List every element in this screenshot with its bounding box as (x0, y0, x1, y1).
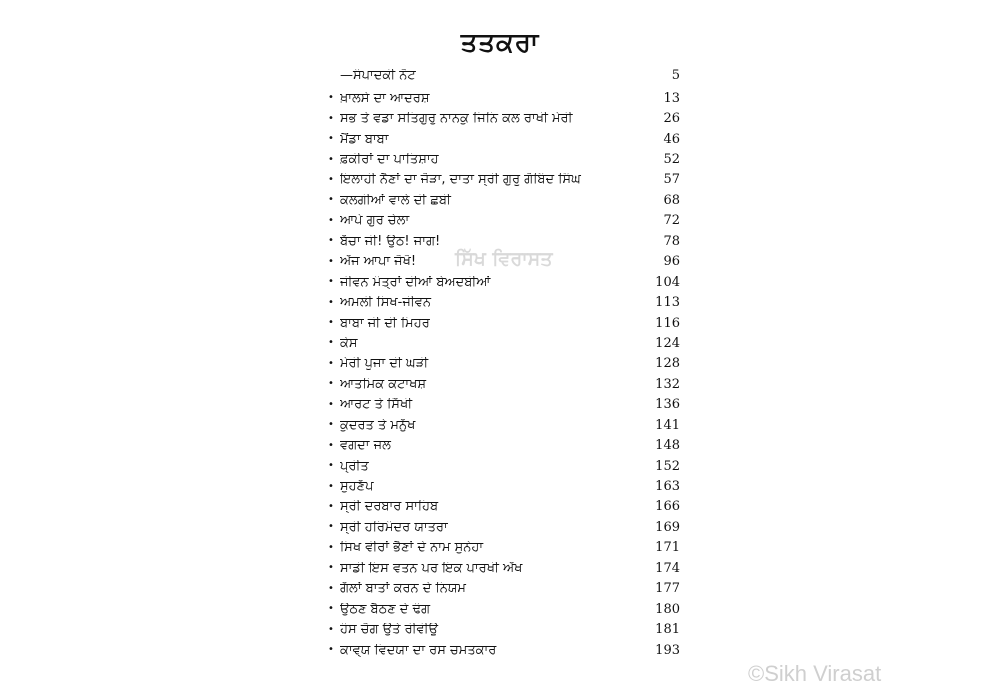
bullet-icon: • (328, 276, 334, 288)
toc-entry (328, 538, 680, 558)
bullet-icon: • (328, 296, 334, 308)
toc-entry-page-number: 163 (655, 479, 680, 495)
toc-entry (328, 435, 680, 455)
toc-entry-page-number: 96 (663, 254, 680, 270)
toc-entry (328, 108, 680, 128)
toc-entry-title: ਸ੍ਰੀ ਹਰਿਮੰਦਰ ਯਾਤਰਾ (340, 520, 448, 534)
toc-entry (328, 415, 680, 435)
toc-entry-page-number: 46 (663, 131, 680, 147)
toc-entry (328, 354, 680, 374)
bullet-icon: • (328, 500, 334, 512)
toc-entry-page-number: 68 (663, 192, 680, 208)
bullet-icon: • (328, 235, 334, 247)
toc-entry-page-number: 174 (655, 560, 680, 576)
toc-entry-page-number: 132 (655, 376, 680, 392)
toc-entry-title: ਫ਼ਕੀਰਾਂ ਦਾ ਪਾਤਿਸ਼ਾਹ (340, 153, 439, 167)
toc-entry-page-number: 141 (655, 417, 680, 433)
copyright-watermark: ©Sikh Virasat (748, 661, 882, 686)
toc-entry-page-number: 78 (663, 233, 680, 249)
toc-entry (328, 619, 680, 639)
toc-entry-title: ਸਿਖ ਵੀਰਾਂ ਭੈਣਾਂ ਦੇ ਨਾਮ ਸੁਨੇਹਾ (340, 541, 484, 555)
toc-entry-title: ਕਾਵ੍ਯ ਵਿਦਯਾ ਦਾ ਰਸ ਚਮਤਕਾਰ (340, 643, 497, 657)
toc-entry (328, 211, 680, 231)
toc-entry-title: ਸੁਹਣੱਪ (340, 480, 374, 494)
toc-entry (328, 374, 680, 394)
toc-entry-title: ਬਾਬਾ ਜੀ ਦੀ ਮਿਹਰ (340, 316, 430, 330)
toc-entry-title: ਆਰਟ ਤੇ ਸਿੱਖੀ (340, 398, 413, 412)
toc-entry-page-number: 128 (655, 356, 680, 372)
toc-entry-page-number: 169 (655, 519, 680, 535)
toc-entry (328, 292, 680, 312)
toc-entry (328, 149, 680, 169)
table-of-contents (328, 62, 680, 660)
toc-entry (328, 190, 680, 210)
bullet-icon: • (328, 255, 334, 267)
toc-entry-page-number: 26 (663, 111, 680, 127)
toc-entry-title: ਕੁਦਰਤ ਤੇ ਮਨੁੱਖ (340, 418, 416, 432)
toc-entry-title: ਅਮਲੀ ਸਿਖ-ਜੀਵਨ (340, 296, 432, 310)
toc-entry (328, 170, 680, 190)
toc-entry (328, 640, 680, 660)
bullet-icon: • (328, 398, 334, 410)
toc-entry (328, 456, 680, 476)
toc-entry-title: ਪ੍ਰੀਤ (340, 459, 369, 473)
toc-entry-page-number: 152 (655, 458, 680, 474)
toc-entry-title: ਗੱਲਾਂ ਬਾਤਾਂ ਕਰਨ ਦੇ ਨਿਯਮ (340, 582, 466, 596)
bullet-icon: • (328, 480, 334, 492)
toc-entry-page-number: 136 (655, 397, 680, 413)
toc-entry-title: ਸ੍ਰੀ ਦਰਬਾਰ ਸਾਹਿਬ (340, 500, 439, 514)
toc-entry-page-number: 124 (655, 335, 680, 351)
bullet-icon: • (328, 521, 334, 533)
toc-entry-title: ਹੰਸ ਚੋਗ ਉਤੇ ਰੀਵੀਊ (340, 623, 438, 637)
toc-entry (328, 497, 680, 517)
toc-entry (328, 558, 680, 578)
bullet-icon: • (328, 153, 334, 165)
bullet-icon: • (328, 419, 334, 431)
center-watermark: ਸਿੱਖ ਵਿਰਾਸਤ (455, 248, 553, 270)
toc-entry-page-number: 104 (655, 274, 680, 290)
toc-entry-title: —ਸੰਪਾਦਕੀ ਨੋਟ (340, 68, 416, 82)
bullet-icon: • (328, 582, 334, 594)
bullet-icon: • (328, 317, 334, 329)
bullet-icon: • (328, 133, 334, 145)
toc-entry-page-number: 193 (655, 642, 680, 658)
toc-entry-title: ਜੀਵਨ ਮੰਤ੍ਰਾਂ ਦੀਆਂ ਬੇਅਦਬੀਆਂ (340, 275, 491, 289)
toc-entry-title: ਸਭ ਤੇ ਵਡਾ ਸਤਿਗੁਰੁ ਨਾਨਕੁ ਜਿਨਿ ਕਲ ਰਾਖੀ ਮੇਰੀ (340, 112, 573, 126)
toc-entry-page-number: 180 (655, 601, 680, 617)
toc-entry-title: ਬੱਚਾ ਜੀ! ਉਠ! ਜਾਗ! (340, 234, 441, 248)
toc-entry-title: ਅੱਜ ਆਪਾ ਜੋਖੋ! (340, 255, 417, 269)
toc-entry-title: ਕੇਸ (340, 336, 358, 350)
toc-entry-title: ਆਪੇ ਗੁਰ ਚੇਲਾ (340, 214, 410, 228)
bullet-icon: • (328, 460, 334, 472)
toc-entry-page-number: 181 (655, 622, 680, 638)
bullet-icon: • (328, 439, 334, 451)
toc-entry-page-number: 171 (655, 540, 680, 556)
bullet-icon: • (328, 214, 334, 226)
toc-entry (328, 517, 680, 537)
toc-entry (328, 129, 680, 149)
bullet-icon: • (328, 92, 334, 104)
bullet-icon: • (328, 173, 334, 185)
toc-entry-page-number: 52 (663, 152, 680, 168)
toc-entry-page-number: 177 (655, 581, 680, 597)
toc-entry-page-number: 72 (663, 213, 680, 229)
bullet-icon: • (328, 378, 334, 390)
toc-entry (328, 333, 680, 353)
bullet-icon: • (328, 562, 334, 574)
toc-entry-title: ਵਗਦਾ ਜਲ (340, 439, 391, 453)
toc-entry-title: ਮੇਰੀ ਪੂਜਾ ਦੀ ਘੜੀ (340, 357, 429, 371)
toc-entry-title: ਇਲਾਹੀ ਨੈਣਾਂ ਦਾ ਜੋੜਾ, ਦਾਤਾ ਸ੍ਰੀ ਗੁਰੂ ਗੋਬਿੰਦ ਸਿੰਘ (340, 173, 581, 187)
toc-entry (328, 395, 680, 415)
toc-entry-title: ਕਲਗੀਆਂ ਵਾਲੇ ਦੀ ਛਬੀ (340, 193, 451, 207)
toc-entry-page-number: 13 (663, 90, 680, 106)
toc-entry-page-number: 148 (655, 438, 680, 454)
page-title: ਤਤਕਰਾ (460, 28, 540, 58)
toc-entry-page-number: 116 (655, 315, 680, 331)
toc-entry-page-number: 113 (655, 295, 680, 311)
bullet-icon: • (328, 112, 334, 124)
toc-entry-page-number: 5 (671, 67, 680, 83)
bullet-icon: • (328, 337, 334, 349)
toc-entry-title: ਸਾਡੀ ਇਸ ਵਤਨ ਪਰ ਇਕ ਪਾਰਖੀ ਅੱਖ (340, 561, 523, 575)
toc-entry-page-number: 166 (655, 499, 680, 515)
bullet-icon: • (328, 194, 334, 206)
bullet-icon: • (328, 541, 334, 553)
toc-entry (328, 599, 680, 619)
toc-entry (328, 476, 680, 496)
toc-entry-page-number: 57 (663, 172, 680, 188)
toc-entry-title: ਉਠਣ ਬੈਠਣ ਦੇ ਢੰਗ (340, 602, 431, 616)
bullet-icon: • (328, 603, 334, 615)
bullet-icon: • (328, 644, 334, 656)
toc-entry (328, 272, 680, 292)
toc-entry (328, 579, 680, 599)
bullet-icon: • (328, 357, 334, 369)
bullet-icon: • (328, 623, 334, 635)
toc-entry-title: ਖ਼ਾਲਸੇ ਦਾ ਆਦਰਸ਼ (340, 91, 430, 105)
toc-entry-title: ਆਤਮਿਕ ਕਟਾਖਸ਼ (340, 377, 427, 391)
toc-entry-title: ਮੈਂਡਾ ਬਾਬਾ (340, 132, 389, 146)
toc-entry (328, 88, 680, 108)
toc-entry (328, 62, 680, 88)
toc-entry (328, 313, 680, 333)
